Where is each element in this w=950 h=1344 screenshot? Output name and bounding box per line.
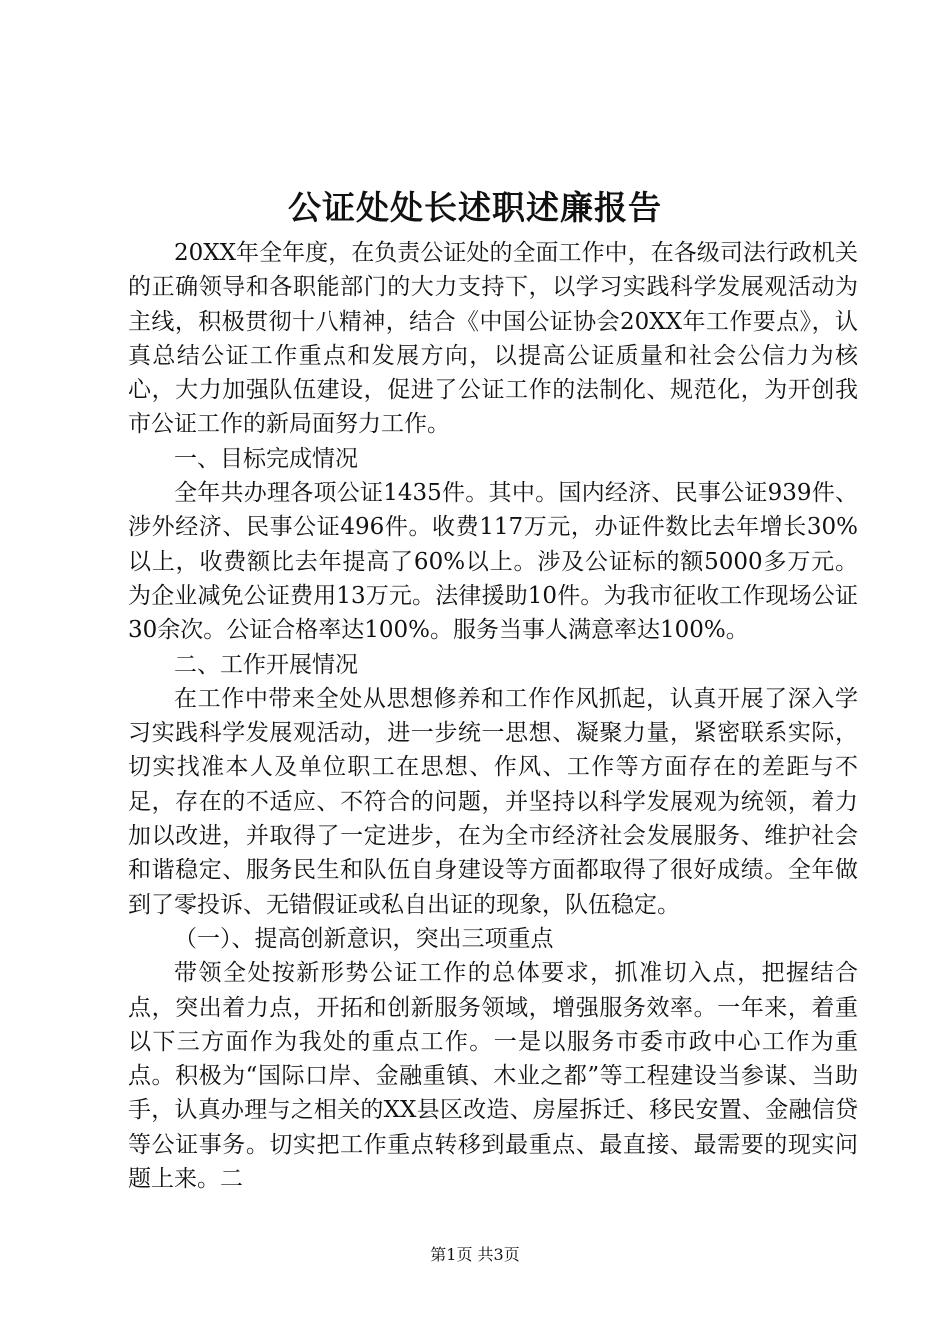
- paragraph-goals: 全年共办理各项公证1435件。其中。国内经济、民事公证939件、涉外经济、民事公证496件。收费117万元，办证件数比去年增长30%以上，收费额比去年提高了60%以上。涉及公证标的额5000多万元。为企业减免公证费用13万元。法律援助10件。为我市征收工作现场公证30余次。公证合格率达100%。服务当事人满意率达100%。: [128, 480, 858, 644]
- paragraph-work: 在工作中带来全处从思想修养和工作作风抓起，认真开展了深入学习实践科学发展观活动，进一步统一思想、凝聚力量，紧密联系实际，切实找准本人及单位职工在思想、作风、工作等方面存在的差距与不足，存在的不适应、不符合的问题，并坚持以科学发展观为统领，着力加以改进，并取得了一定进步，在为全市经济社会发展服务、维护社会和谐稳定、服务民生和队伍自身建设等方面都取得了很好成绩。全年做到了零投诉、无错假证或私自出证的现象，队伍稳定。: [128, 685, 858, 918]
- subsection-heading-innovation: （一）、提高创新意识，突出三项重点: [174, 925, 554, 952]
- section-heading-work: 二、工作开展情况: [174, 651, 358, 678]
- page-indicator: 第1页 共3页: [430, 1245, 520, 1264]
- section-heading-goals: 一、目标完成情况: [174, 445, 358, 472]
- paragraph-innovation: 带领全处按新形势公证工作的总体要求，抓准切入点，把握结合点，突出着力点，开拓和创新服务领域，增强服务效率。一年来，着重以下三方面作为我处的重点工作。一是以服务市委市政中心工作为重点。积极为“国际口岸、金融重镇、木业之都”等工程建设当参谋、当助手，认真办理与之相关的XX县区改造、房屋拆迁、移民安置、金融信贷等公证事务。切实把工作重点转移到最重点、最直接、最需要的现实问题上来。二: [128, 960, 858, 1193]
- document-body: [128, 236, 858, 1196]
- document-title: 公证处处长述职述廉报告: [288, 188, 662, 227]
- paragraph-intro: 20XX年全年度，在负责公证处的全面工作中，在各级司法行政机关的正确领导和各职能部门的大力支持下，以学习实践科学发展观活动为主线，积极贯彻十八精神，结合《中国公证协会20XX年工作要点》，认真总结公证工作重点和发展方向，以提高公证质量和社会公信力为核心，大力加强队伍建设，促进了公证工作的法制化、规范化，为开创我市公证工作的新局面努力工作。: [128, 240, 858, 438]
